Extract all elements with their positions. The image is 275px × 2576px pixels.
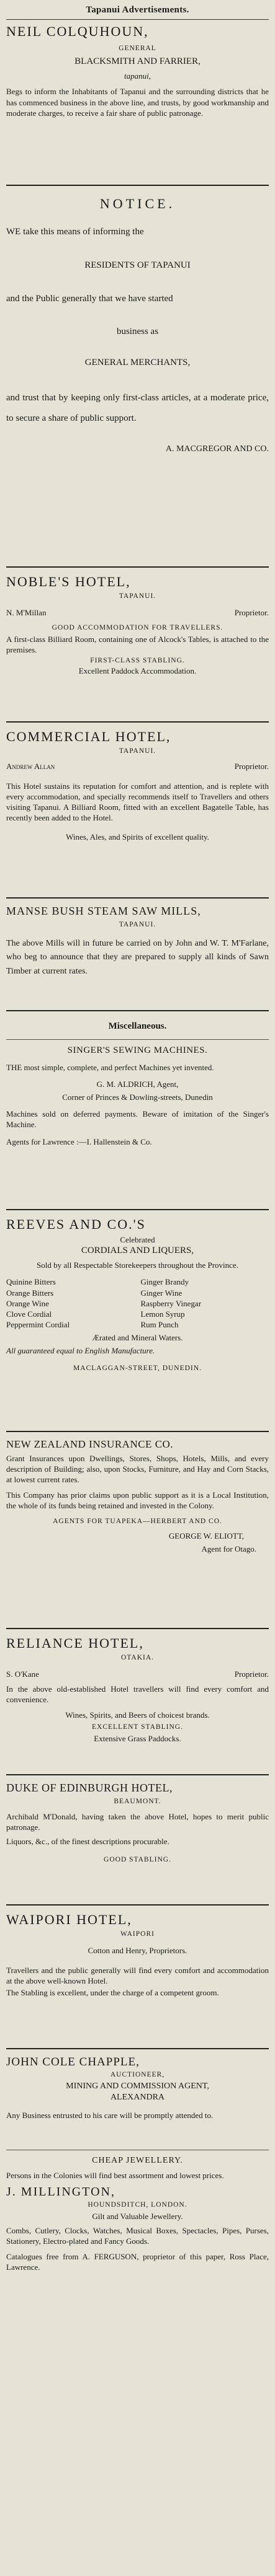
reeves-product-item: Ginger Wine bbox=[140, 1288, 183, 1298]
reeves-product-item: Lemon Syrup bbox=[140, 1309, 185, 1319]
notice-p1: WE take this means of informing the bbox=[6, 227, 144, 237]
nz-insurance-agents-line: AGENTS FOR TUAPEKA—HERBERT AND CO. bbox=[53, 1518, 222, 1526]
waipori-place: WAIPORI bbox=[120, 1930, 155, 1938]
ad-nz-insurance bbox=[6, 1438, 269, 1622]
nobles-proprietor-row bbox=[6, 607, 269, 618]
reeves-product-item: Quinine Bitters bbox=[6, 1277, 56, 1287]
nobles-place: TAPANUI. bbox=[119, 592, 156, 600]
commercial-proprietor-label: Proprietor. bbox=[234, 762, 269, 771]
ad-reeves bbox=[6, 1216, 269, 1425]
reeves-guarantee: All guaranteed equal to English Manufacture. bbox=[6, 1346, 155, 1356]
singers-p2: Machines sold on deferred payments. Beware of imitation of the Singer's Machine. bbox=[6, 1109, 269, 1130]
ad-notice bbox=[6, 195, 269, 560]
ad-commercial-hotel bbox=[6, 729, 269, 891]
nobles-line4: Excellent Paddock Accommodation. bbox=[78, 666, 197, 676]
notice-heading: NOTICE. bbox=[99, 196, 176, 211]
reliance-p1: In the above old-established Hotel travellers will find every comfort and convenience. bbox=[6, 1684, 269, 1704]
reeves-celebrated: Celebrated bbox=[120, 1235, 155, 1245]
divider bbox=[6, 2048, 269, 2049]
reeves-aerated: Ærated and Mineral Waters. bbox=[92, 1333, 183, 1343]
commercial-wines: Wines, Ales, and Spirits of excellent quality. bbox=[66, 832, 209, 842]
singers-agent: G. M. ALDRICH, Agent, bbox=[96, 1079, 179, 1089]
commercial-body: This Hotel sustains its reputation for comfort and attention, and is replete with every accommodation, and specially recommends itself to Travellers and others visiting Tapanui. A Billiard Room, fitted with an excellent Bagatelle Table, has recently been added to the Hotel. bbox=[6, 781, 269, 823]
reeves-products-right bbox=[141, 1277, 269, 1330]
reliance-proprietor-label: Proprietor. bbox=[234, 1669, 269, 1679]
nobles-proprietor-label: Proprietor. bbox=[234, 608, 269, 618]
commercial-name: COMMERCIAL HOTEL, bbox=[6, 729, 171, 744]
manse-place: TAPANUI. bbox=[119, 920, 156, 928]
notice-p4: and trust that by keeping only first-class articles, at a moderate price, to secure a share of public support. bbox=[6, 393, 269, 424]
singers-address: Corner of Princes & Dowling-streets, Dunedin bbox=[62, 1092, 213, 1102]
reeves-product-item: Peppermint Cordial bbox=[6, 1320, 70, 1330]
waipori-p2: The Stabling is excellent, under the charge of a competent groom. bbox=[6, 1987, 219, 1997]
reeves-address: MACLAGGAN-STREET, DUNEDIN. bbox=[73, 1364, 202, 1372]
reeves-products-left bbox=[6, 1277, 135, 1330]
commercial-proprietor-name: Andrew Allan bbox=[6, 762, 55, 771]
chapple-mining: MINING AND COMMISSION AGENT, bbox=[66, 2081, 209, 2091]
nobles-proprietor-name: N. M'Millan bbox=[6, 608, 47, 618]
commercial-place: TAPANUI. bbox=[119, 747, 156, 755]
jewellery-heading: CHEAP JEWELLERY. bbox=[92, 2156, 183, 2165]
colquhoun-trade: BLACKSMITH AND FARRIER, bbox=[74, 56, 201, 67]
reeves-product-item: Orange Wine bbox=[6, 1298, 49, 1308]
reliance-place: OTAKIA. bbox=[120, 1654, 155, 1662]
ad-jewellery bbox=[6, 2155, 269, 2298]
nobles-line2: A first-class Billiard Room, containing one of Alcock's Tables, is attached to the premises. bbox=[6, 634, 269, 654]
chapple-place: ALEXANDRA bbox=[110, 2093, 165, 2103]
reeves-name: REEVES AND CO.'S bbox=[6, 1216, 146, 1232]
colquhoun-subtitle: GENERAL bbox=[119, 45, 156, 53]
ad-colquhoun bbox=[6, 24, 269, 178]
jewellery-p3: Catalogues free from A. FERGUSON, proprietor of this paper, Ross Place, Lawrence. bbox=[6, 2252, 269, 2272]
reliance-name: RELIANCE HOTEL, bbox=[6, 1635, 144, 1651]
reliance-p2: Wines, Spirits, and Beers of choicest brands. bbox=[65, 1710, 210, 1720]
ad-singers bbox=[6, 1045, 269, 1203]
chapple-name: JOHN COLE CHAPPLE, bbox=[6, 2055, 140, 2068]
nobles-line3: FIRST-CLASS STABLING. bbox=[90, 657, 185, 665]
singers-p3: Agents for Lawrence :—I. Hallenstein & Co. bbox=[6, 1136, 152, 1146]
page-title: Tapanui Advertisements. bbox=[6, 4, 269, 20]
nz-insurance-p1: Grant Insurances upon Dwellings, Stores, Shops, Hotels, Mills, and every description of Building; also, upon Stocks, Furniture, and Hay and Corn Stacks, at lowest current rates. bbox=[6, 1453, 269, 1484]
singers-p1: THE most simple, complete, and perfect Machines yet invented. bbox=[6, 1062, 214, 1072]
reliance-proprietor-name: S. O'Kane bbox=[6, 1669, 39, 1679]
reeves-product-item: Raspberry Vinegar bbox=[140, 1298, 202, 1308]
reeves-product-item: Ginger Brandy bbox=[140, 1277, 189, 1287]
reeves-product-item: Orange Bitters bbox=[6, 1288, 54, 1298]
nz-insurance-agent-for: Agent for Otago. bbox=[201, 1544, 256, 1554]
reliance-p3: EXCELLENT STABLING. bbox=[92, 1723, 183, 1731]
duke-name: DUKE OF EDINBURGH HOTEL, bbox=[6, 1782, 173, 1794]
nobles-name: NOBLE'S HOTEL, bbox=[6, 574, 131, 589]
divider bbox=[6, 185, 269, 186]
divider bbox=[6, 1774, 269, 1775]
notice-merchants: GENERAL MERCHANTS, bbox=[84, 358, 191, 368]
ad-waipori-hotel bbox=[6, 1912, 269, 2042]
duke-place: BEAUMONT. bbox=[114, 1797, 161, 1805]
divider bbox=[6, 897, 269, 899]
duke-p1: Archibald M'Donald, having taken the above Hotel, hopes to merit public patronage. bbox=[6, 1811, 269, 1832]
notice-residents: RESIDENTS OF TAPANUI bbox=[84, 260, 191, 270]
manse-body: The above Mills will in future be carried on by John and W. T. M'Farlane, who beg to announce that they are prepared to supply all kinds of Sawn Timber at current rates. bbox=[6, 938, 269, 976]
nz-insurance-agent: GEORGE W. ELIOTT, bbox=[168, 1531, 244, 1541]
notice-p3: business as bbox=[116, 327, 159, 337]
reeves-product-item: Clove Cordial bbox=[6, 1309, 52, 1319]
ad-duke-of-edinburgh bbox=[6, 1782, 269, 1898]
reliance-proprietor-row bbox=[6, 1669, 269, 1679]
notice-sign: A. MACGREGOR AND CO. bbox=[165, 444, 269, 454]
colquhoun-place: tapanui, bbox=[124, 71, 151, 81]
duke-p3: GOOD STABLING. bbox=[104, 1856, 171, 1864]
jewellery-name: J. MILLINGTON, bbox=[6, 2184, 115, 2199]
manse-name: MANSE BUSH STEAM SAW MILLS, bbox=[6, 905, 201, 917]
divider bbox=[6, 1904, 269, 1906]
divider bbox=[6, 1628, 269, 1629]
nobles-line1: GOOD ACCOMMODATION FOR TRAVELLERS. bbox=[52, 623, 223, 631]
nz-insurance-name: NEW ZEALAND INSURANCE CO. bbox=[6, 1438, 174, 1450]
divider bbox=[6, 1039, 269, 1040]
singers-name: SINGER'S SEWING MACHINES. bbox=[67, 1045, 208, 1055]
commercial-proprietor-row bbox=[6, 761, 269, 771]
divider bbox=[6, 721, 269, 723]
ad-reliance-hotel bbox=[6, 1635, 269, 1768]
waipori-proprietors: Cotton and Henry, Proprietors. bbox=[88, 1946, 187, 1956]
duke-p2: Liquors, &c., of the finest descriptions procurable. bbox=[6, 1837, 169, 1847]
nz-insurance-p2: This Company has prior claims upon public support as it is a Local Institution, the whole of its funds being retained and invested in the Colony. bbox=[6, 1490, 269, 1511]
jewellery-line: Gilt and Valuable Jewellery. bbox=[92, 2211, 183, 2221]
chapple-p1: Any Business entrusted to his care will be promptly attended to. bbox=[6, 2110, 214, 2120]
reeves-cordials: CORDIALS AND LIQUERS, bbox=[81, 1246, 194, 1256]
reeves-product-list bbox=[6, 1277, 269, 1330]
misc-heading: Miscellaneous. bbox=[108, 1021, 167, 1031]
colquhoun-name: NEIL COLQUHOUN, bbox=[6, 24, 149, 39]
divider bbox=[6, 1431, 269, 1432]
jewellery-p2: Combs, Cutlery, Clocks, Watches, Musical Boxes, Spectacles, Pipes, Purses, Stationery, Electro-plated and Fancy Goods. bbox=[6, 2225, 269, 2246]
ad-nobles-hotel bbox=[6, 574, 269, 715]
colquhoun-body: Begs to inform the Inhabitants of Tapanui and the surrounding districts that he has commenced business in the above line, and trusts, by good workmanship and moderate charges, to receive a fair share of public patronage. bbox=[6, 87, 269, 118]
waipori-p1: Travellers and the public generally will find every comfort and accommodation at the above well-known Hotel. bbox=[6, 1965, 269, 1985]
divider bbox=[6, 1010, 269, 1011]
divider bbox=[6, 566, 269, 568]
ad-chapple bbox=[6, 2055, 269, 2145]
waipori-name: WAIPORI HOTEL, bbox=[6, 1912, 132, 1927]
jewellery-p1: Persons in the Colonies will find best assortment and lowest prices. bbox=[6, 2171, 224, 2181]
ad-manse-bush-mills bbox=[6, 905, 269, 1004]
chapple-role: AUCTIONEER, bbox=[110, 2070, 165, 2078]
divider bbox=[6, 1209, 269, 1210]
notice-p2: and the Public generally that we have started bbox=[6, 293, 173, 304]
reliance-p4: Extensive Grass Paddocks. bbox=[94, 1734, 181, 1744]
jewellery-address: HOUNDSDITCH, LONDON. bbox=[88, 2200, 187, 2209]
reeves-sold: Sold by all Respectable Storekeepers throughout the Province. bbox=[37, 1260, 238, 1270]
reeves-product-item: Rum Punch bbox=[140, 1320, 179, 1330]
